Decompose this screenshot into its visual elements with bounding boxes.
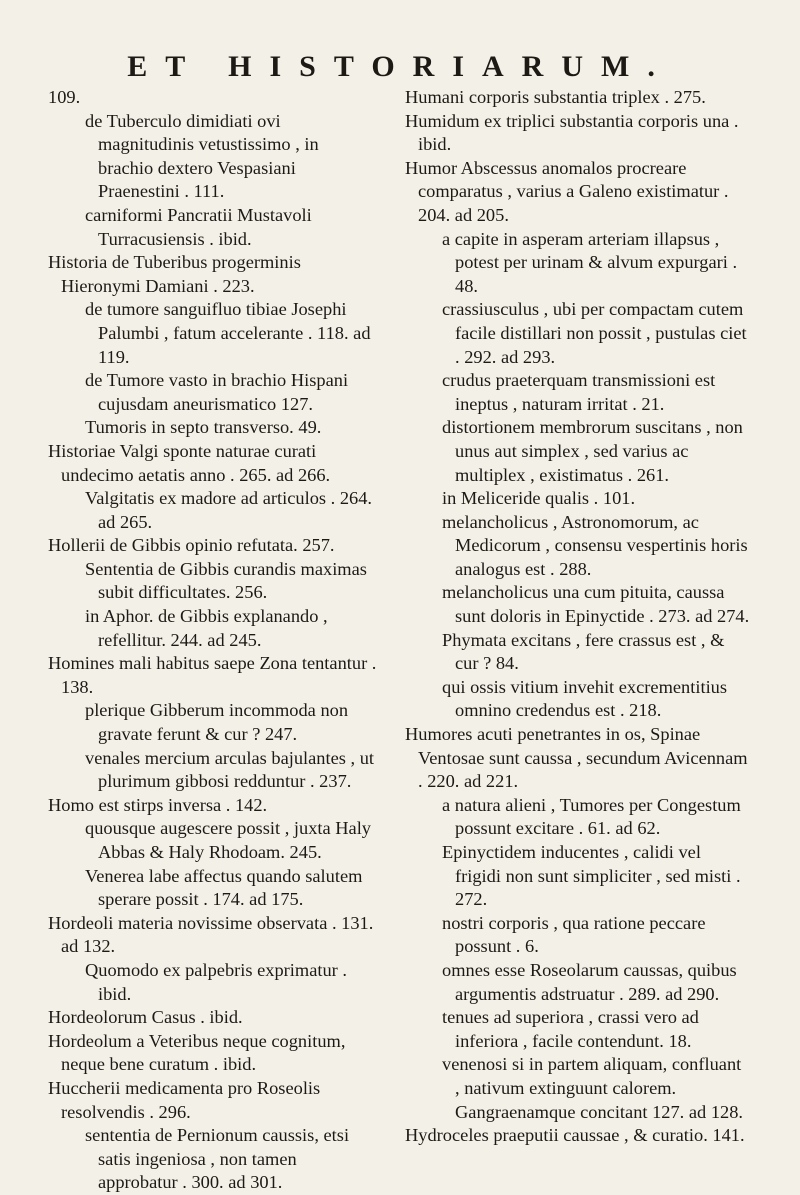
index-entry: Epinyctidem inducentes , calidi vel frigidi non sunt simpliciter , sed misti . 272. <box>442 842 741 910</box>
index-entry: carniformi Pancratii Mustavoli Turracusiensis . ibid. <box>85 204 312 249</box>
index-entry: in Aphor. de Gibbis explanando , refellitur. 244. ad 245. <box>85 606 328 650</box>
index-entry: crudus praeterquam transmissioni est ineptus , naturam irritat . 21. <box>442 370 716 414</box>
index-entry: de Tuberculo dimidiati ovi magnitudinis vetustissimo , in brachio dextero Vespasiani Praenestini . 111. <box>85 110 319 202</box>
index-entry: plerique Gibberum incommoda non gravate ferunt & cur ? 247. <box>85 700 349 745</box>
index-entry: distortionem membrorum suscitans , non unus aut simplex , sed varius ac multiplex , existimatus . 261. <box>442 417 743 485</box>
index-entry: Hordeolum a Veteribus neque cognitum, neque bene curatum . ibid. <box>48 1030 346 1075</box>
index-entry: tenues ad superiora , crassi vero ad inferiora , facile contendunt. 18. <box>442 1007 699 1051</box>
left-column <box>48 86 378 1195</box>
index-entry: Tumoris in septo transverso. 49. <box>85 417 322 438</box>
index-entry: Humores acuti penetrantes in os, Spinae Ventosae sunt caussa , secundum Avicennam . 220. ad 221. <box>405 724 748 792</box>
index-entry: Valgitatis ex madore ad articulos . 264. ad 265. <box>85 488 373 532</box>
index-entry: in Meliceride qualis . 101. <box>442 488 636 509</box>
index-entry: Humidum ex triplici substantia corporis una . ibid. <box>405 110 739 155</box>
index-entry: Quomodo ex palpebris exprimatur . ibid. <box>85 959 348 1004</box>
index-entry: Humani corporis substantia triplex . 275. <box>405 87 706 107</box>
index-entry: Venerea labe affectus quando salutem sperare possit . 174. ad 175. <box>85 865 363 910</box>
index-entry: Huccherii medicamenta pro Roseolis resolvendis . 296. <box>48 1077 321 1122</box>
index-entry: Historia de Tuberibus progerminis Hieronymi Damiani . 223. <box>48 252 301 296</box>
index-entry: Homo est stirps inversa . 142. <box>48 794 268 815</box>
running-header: ET HISTORIARUM. <box>127 50 673 83</box>
index-entry: Phymata excitans , fere crassus est , & cur ? 84. <box>442 629 725 674</box>
index-entry: Sententia de Gibbis curandis maximas subit difficultates. 256. <box>85 558 367 603</box>
index-entry: melancholicus , Astronomorum, ac Medicorum , consensu vespertinis horis analogus est . 288. <box>442 511 748 579</box>
index-entry: de tumore sanguifluo tibiae Josephi Palumbi , fatum accelerante . 118. ad 119. <box>85 299 371 367</box>
index-entry: quousque augescere possit , juxta Haly Abbas & Haly Rhodoam. 245. <box>85 818 372 862</box>
page-number: 109. <box>48 87 81 107</box>
right-column <box>405 86 750 1148</box>
index-entry: a natura alieni , Tumores per Congestum possunt excitare . 61. ad 62. <box>442 794 741 839</box>
index-entry: venenosi si in partem aliquam, confluant , nativum extinguunt calorem. Gangraenamque concitant 127. ad 128. <box>442 1054 744 1122</box>
index-entry: qui ossis vitium invehit excrementitius omnino credendus est . 218. <box>442 676 728 721</box>
index-entry: Hydroceles praeputii caussae , & curatio. 141. <box>405 1125 745 1146</box>
index-entry: a capite in asperam arteriam illapsus , potest per urinam & alvum expurgari . 48. <box>442 228 738 296</box>
index-entry: Hollerii de Gibbis opinio refutata. 257. <box>48 535 335 556</box>
index-entry: Homines mali habitus saepe Zona tentantur . 138. <box>48 653 377 697</box>
index-entry: Hordeolorum Casus . ibid. <box>48 1007 243 1028</box>
index-entry: venales mercium arculas bajulantes , ut plurimum gibbosi redduntur . 237. <box>85 747 375 792</box>
index-entry: Hordeoli materia novissime observata . 131. ad 132. <box>48 912 374 957</box>
index-entry: Historiae Valgi sponte naturae curati undecimo aetatis anno . 265. ad 266. <box>48 440 331 485</box>
index-entry: Humor Abscessus anomalos procreare comparatus , varius a Galeno existimatur . 204. ad 205. <box>405 157 729 225</box>
index-entry: melancholicus una cum pituita, caussa sunt doloris in Epinyctide . 273. ad 274. <box>442 582 750 627</box>
index-entry: omnes esse Roseolarum caussas, quibus argumentis adstruatur . 289. ad 290. <box>442 959 737 1004</box>
index-entry: nostri corporis , qua ratione peccare possunt . 6. <box>442 912 706 957</box>
index-entry: sententia de Pernionum caussis, etsi satis ingeniosa , non tamen approbatur . 300. ad 301. <box>85 1125 350 1193</box>
index-entry: crassiusculus , ubi per compactam cutem facile distillari non possit , pustulas ciet . 292. ad 293. <box>442 299 747 367</box>
index-entry: de Tumore vasto in brachio Hispani cujusdam aneurismatico 127. <box>85 370 349 414</box>
